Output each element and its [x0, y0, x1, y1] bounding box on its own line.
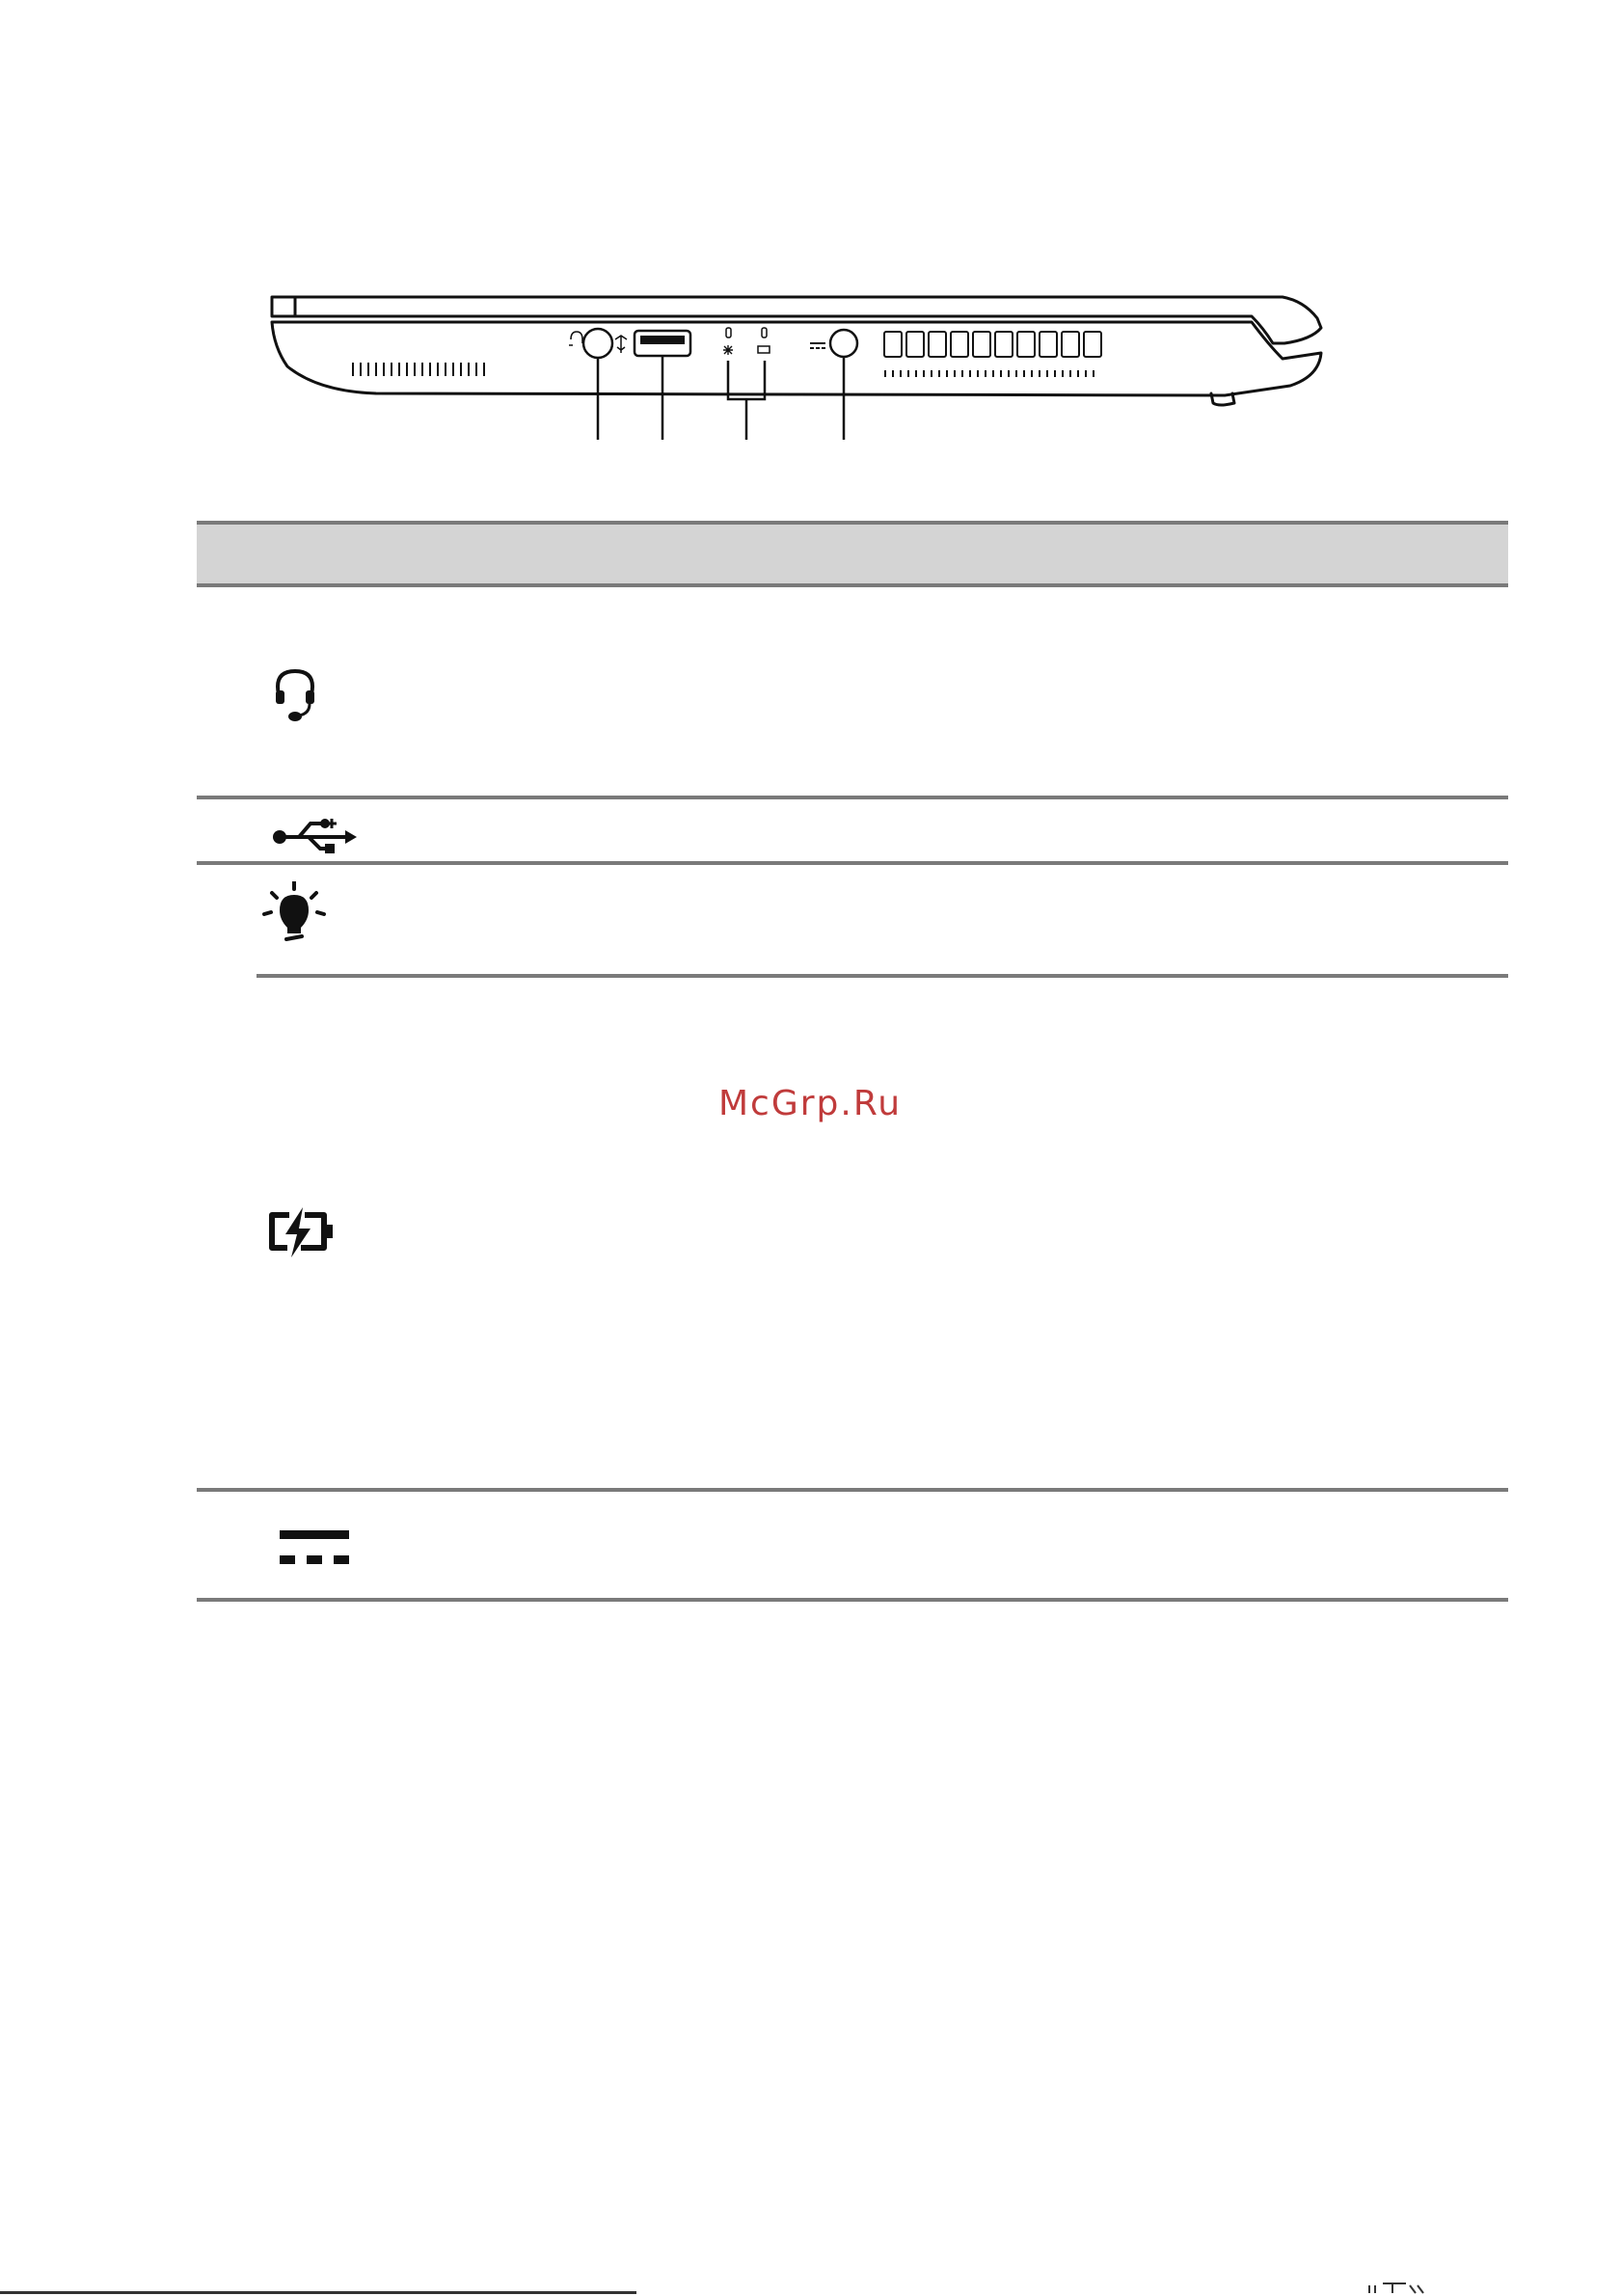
- row-divider: [197, 796, 1508, 799]
- row-divider: [257, 974, 1508, 978]
- footer-marks: [1367, 2282, 1425, 2295]
- headset-icon: [274, 665, 320, 723]
- footer-rule: [0, 2291, 636, 2294]
- usb-icon: [272, 816, 357, 854]
- laptop-side-view-illustration: [260, 280, 1340, 453]
- watermark: McGrp.Ru: [718, 1084, 903, 1123]
- table-header: [197, 521, 1508, 587]
- row-divider: [197, 1598, 1508, 1602]
- light-bulb-icon: [262, 881, 326, 947]
- dc-power-icon: [280, 1528, 349, 1567]
- row-divider: [197, 1488, 1508, 1492]
- battery-charging-icon: [266, 1205, 336, 1259]
- row-divider: [197, 861, 1508, 865]
